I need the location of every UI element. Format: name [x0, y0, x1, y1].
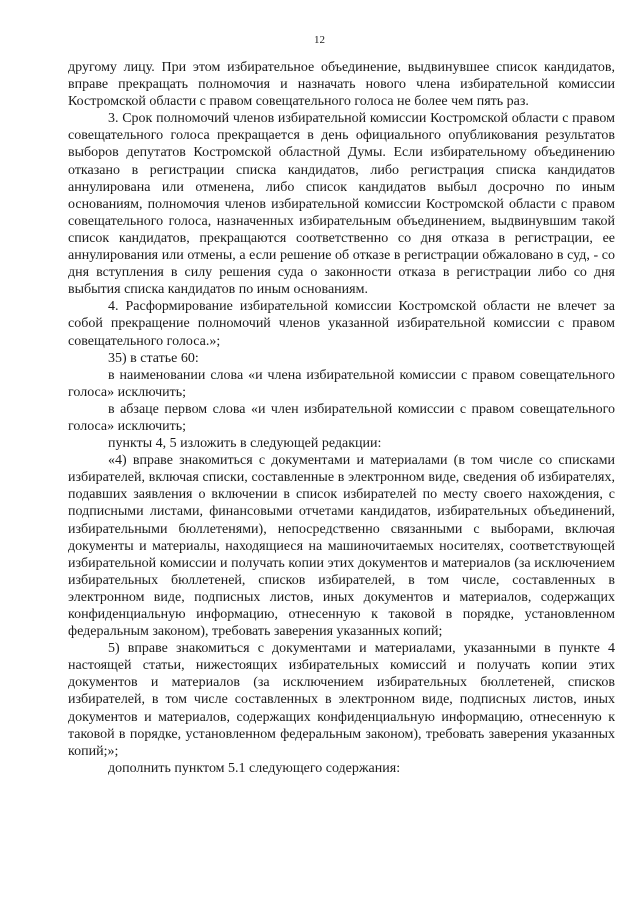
paragraph-title-amendment: в наименовании слова «и члена избирательной комиссии с правом совещательного голоса» исключить;: [68, 367, 615, 400]
document-body: [68, 59, 615, 777]
paragraph-continuation: другому лицу. При этом избирательное объединение, выдвинувшее список кандидатов, вправе прекращать полномочия и назначать нового члена избирательной комиссии Костромской области с правом совещательного голоса не более чем пять раз.: [68, 60, 615, 110]
paragraph-item-5: 5) вправе знакомиться с документами и материалами, указанными в пункте 4 настоящей статьи, нижестоящих избирательных комиссий и получать копии этих документов и материалов (за исключением избирательных бюллетеней, списков избирателей, в том числе составленных в электронном виде, подписных листов, иных документов и материалов, содержащих конфиденциальную информацию, отнесенную к таковой в порядке, установленном федеральным законом), требовать заверения указанных копий;»;: [68, 641, 615, 759]
paragraph-items-4-5-intro: пункты 4, 5 изложить в следующей редакции:: [108, 436, 382, 452]
paragraph-add-item-5-1: дополнить пунктом 5.1 следующего содержания:: [108, 760, 401, 776]
paragraph-item-4: «4) вправе знакомиться с документами и материалами (в том числе со списками избирателей, включая списки, составленные в электронном виде, сведения об избирателях, подавших заявления о включении в список избирателей по месту своего нахождения, с подписными листами, финансовыми отчетами кандидатов, избирательных объединений, избирательными бюллетенями), непосредственно связанными с выборами, включая документы и материалы, находящиеся на машиночитаемых носителях, соответствующей избирательной комиссии и получать копии этих документов и материалов (за исключением избирательных бюллетеней, списков избирателей, в том числе, составленных в электронном виде, подписных листов, иных документов и материалов, содержащих конфиденциальную информацию, отнесенную к таковой в порядке, установленном федеральным законом), требовать заверения указанных копий;: [68, 453, 615, 640]
paragraph-clause-3: 3. Срок полномочий членов избирательной комиссии Костромской области с правом совещательного голоса прекращается в день официального опубликования результатов выборов депутатов Костромской областной Думы. Если избирательному объединению отказано в регистрации списка кандидатов, либо регистрация списка кандидатов аннулирована или отменена, либо список кандидатов выбыл досрочно по иным основаниям, полномочия членов избирательной комиссии Костромской области с правом совещательного голоса, назначенных избирательным объединением, выдвинувшим такой список кандидатов, прекращаются соответственно со дня отказа в регистрации, ее аннулирования или отмены, а если решение об отказе в регистрации обжаловано в суд, - со дня вступления в силу решения суда о законности отказа в регистрации либо со дня выбытия списка кандидатов по иным основаниям.: [68, 111, 615, 298]
paragraph-clause-4: 4. Расформирование избирательной комиссии Костромской области не влечет за собой прекращение полномочий членов указанной избирательной комиссии с правом совещательного голоса.»;: [68, 299, 615, 349]
paragraph-item-35: 35) в статье 60:: [108, 350, 199, 366]
paragraph-first-abzac-amendment: в абзаце первом слова «и член избирательной комиссии с правом совещательного голоса» исключить;: [68, 401, 615, 434]
page-number: 12: [314, 34, 325, 46]
